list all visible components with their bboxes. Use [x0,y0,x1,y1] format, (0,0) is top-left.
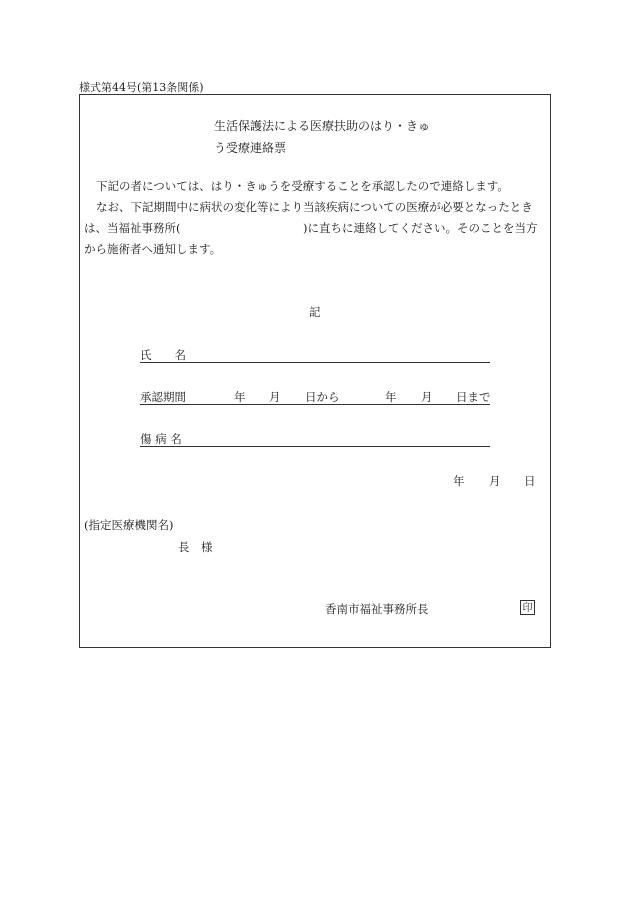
name-underline [140,362,490,363]
body-line-2: なお、下記期間中に病状の変化等により当該疾病についての医療が必要となったとき [96,200,533,214]
name-label: 氏 名 [140,348,186,362]
recipient-honorific: 長 様 [178,540,213,554]
seal-box: 印 [520,600,535,615]
date-month: 月 [489,474,501,488]
period-month-from: 月 [269,390,281,404]
period-year-from: 年 [234,390,246,404]
period-day-from: 日から [305,390,340,404]
body-line-3a: は、当福祉事務所( [84,221,181,235]
institution-label: (指定医療機関名) [84,518,174,532]
period-label: 承認期間 [140,390,186,404]
date-day: 日 [524,474,536,488]
ki-heading: 記 [309,305,321,319]
body-line-3b: )に直ちに連絡してください。そのことを当方 [303,221,538,235]
date-year: 年 [453,474,465,488]
title-line-2: う受療連絡票 [214,141,287,155]
period-year-to: 年 [385,390,397,404]
disease-label: 傷 病 名 [140,432,182,446]
disease-underline [140,446,490,447]
body-line-1: 下記の者については、はり・きゅうを受療することを承認したので連絡します。 [96,179,509,193]
body-line-4: から施術者へ通知します。 [84,242,222,256]
title-line-1: 生活保護法による医療扶助のはり・きゅ [214,119,431,133]
form-number: 様式第44号(第13条関係) [79,81,204,94]
period-underline [140,404,490,405]
period-day-to: 日まで [456,390,491,404]
period-month-to: 月 [421,390,433,404]
issuer-name: 香南市福祉事務所長 [325,602,429,616]
